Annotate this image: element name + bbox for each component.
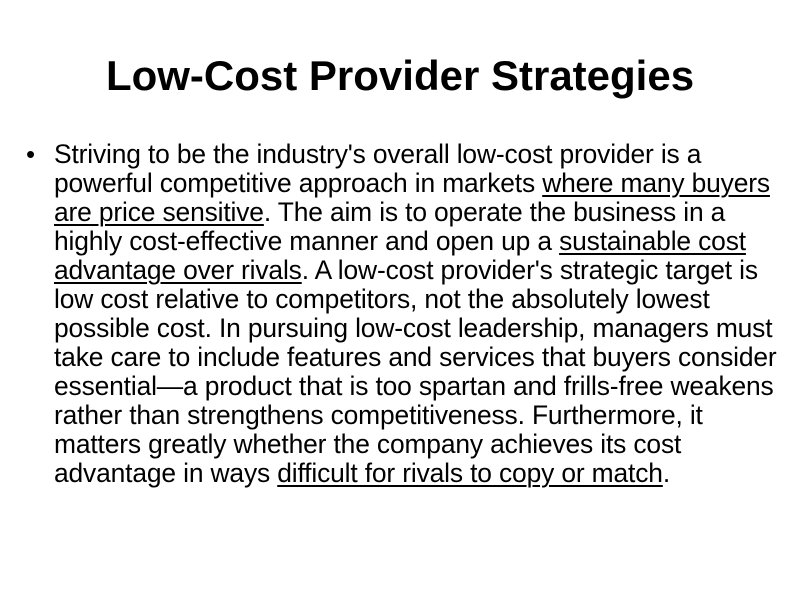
underlined-phrase-price-sensitive: where many buyers are price sensitive xyxy=(54,168,770,227)
bullet-text-part-4: . xyxy=(662,458,670,488)
bullet-list xyxy=(24,140,786,488)
bullet-dot-icon: • xyxy=(26,139,35,169)
underlined-phrase-difficult-to-copy: difficult for rivals to copy or match xyxy=(277,458,663,488)
bullet-text-part-3: . A low-cost provider's strategic target is low cost relative to competitors, not the absolutely lowest possible cost. In pursuing low-cost leadership, managers must take care to include features and services that buyers consider essential—a product that is too spartan and frills-free weakens rather than strengthens competitiveness. Furthermore, it matters greatly whether the company achieves its cost advantage in ways xyxy=(54,255,777,488)
bullet-item xyxy=(24,140,786,488)
bullet-text-part-1: Striving to be the industry's overall low-cost provider is a powerful competitive approach in markets xyxy=(54,139,702,198)
slide-title: Low-Cost Provider Strategies xyxy=(105,52,695,99)
bullet-text-part-2: . The aim is to operate the business in a highly cost-effective manner and open up a xyxy=(54,197,726,256)
underlined-phrase-cost-advantage: sustainable cost advantage over rivals xyxy=(54,226,746,285)
